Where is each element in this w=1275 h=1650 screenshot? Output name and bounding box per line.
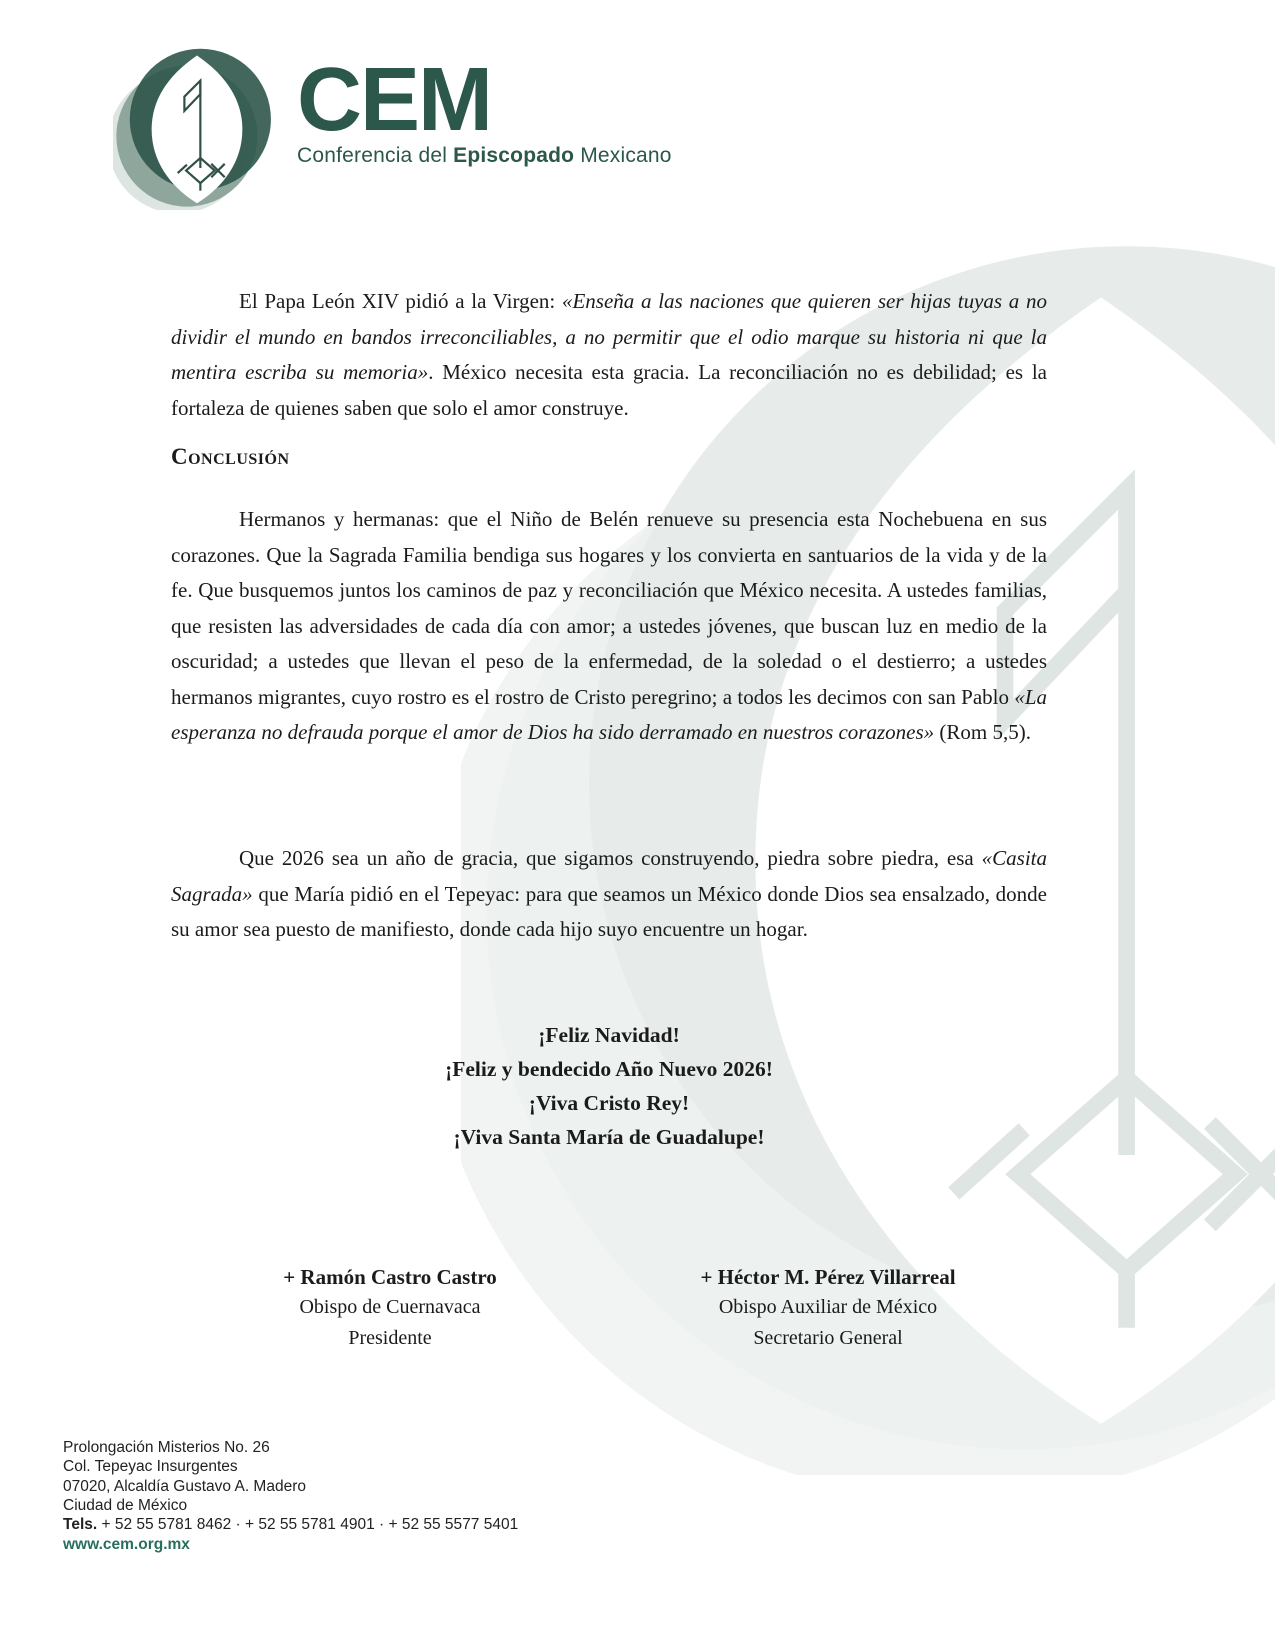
signature-role: Obispo de Cuernavaca: [299, 1296, 481, 1318]
greeting-line-cristo-rey: ¡Viva Cristo Rey!: [528, 1091, 690, 1115]
footer-tels-line: [63, 1515, 518, 1534]
tels-label: Tels.: [63, 1516, 98, 1534]
signature-title: Secretario General: [753, 1327, 903, 1349]
footer-address-line: Col. Tepeyac Insurgentes: [63, 1458, 238, 1476]
greeting-line-navidad: ¡Feliz Navidad!: [538, 1023, 680, 1047]
paragraph-intro: [171, 284, 1047, 426]
signature-title: Presidente: [348, 1327, 432, 1349]
greeting-line-guadalupe: ¡Viva Santa María de Guadalupe!: [453, 1125, 765, 1149]
signature-name: + Héctor M. Pérez Villarreal: [700, 1265, 956, 1289]
footer-address-line: Prolongación Misterios No. 26: [63, 1439, 270, 1456]
p2-rest: (Rom 5,5).: [934, 720, 1031, 744]
signature-name: + Ramón Castro Castro: [283, 1265, 497, 1289]
p1-rest: . México necesita esta gracia. La reconciliación no es debilidad; es la fortaleza de quienes saben que solo el amor construye.: [171, 360, 1047, 420]
conclusion-heading: Conclusión: [171, 444, 290, 469]
p3-lead: Que 2026 sea un año de gracia, que sigamos construyendo, piedra sobre piedra, esa: [239, 846, 982, 870]
p1-quote: «Enseña a las naciones que quieren ser hijas tuyas a no dividir el mundo en bandos irreconciliables, a no permitir que el odio marque su historia ni que la mentira escriba su memoria»: [171, 289, 1047, 384]
tagline-bold: Episcopado: [453, 144, 575, 167]
footer-address-line: 07020, Alcaldía Gustavo A. Madero: [63, 1477, 306, 1495]
tels-numbers: + 52 55 5781 8462 · + 52 55 5781 4901 · + 52 55 5577 5401: [97, 1516, 519, 1534]
paragraph-2026: [171, 841, 1047, 948]
p2-lead: Hermanos y hermanas: que el Niño de Belén renueve su presencia esta Nochebuena en sus corazones. Que la Sagrada Familia bendiga sus hogares y los convierta en santuarios de la vida y de la fe. Que busquemos juntos los caminos de paz y reconciliación que México necesita. A ustedes familias, que resisten las adversidades de cada día con amor; a ustedes jóvenes, que buscan luz en medio de la oscuridad; a ustedes que llevan el peso de la enfermedad, de la soledad o el destierro; a ustedes hermanos migrantes, cuyo rostro es el rostro de Cristo peregrino; a todos les decimos con san Pablo: [171, 507, 1047, 709]
website-link[interactable]: www.cem.org.mx: [63, 1536, 190, 1554]
brand-tagline: [297, 144, 672, 168]
greeting-line-anio-nuevo: ¡Feliz y bendecido Año Nuevo 2026!: [445, 1057, 773, 1081]
signature-president: [171, 1262, 609, 1354]
signature-role: Obispo Auxiliar de México: [718, 1296, 938, 1318]
p1-lead: El Papa León XIV pidió a la Virgen:: [239, 289, 562, 313]
paragraph-conclusion: [171, 502, 1047, 751]
p3-rest: que María pidió en el Tepeyac: para que seamos un México donde Dios sea ensalzado, donde su amor sea puesto de manifiesto, donde cada hijo suyo encuentre un hogar.: [171, 881, 1047, 941]
brand-acronym: CEM: [297, 50, 491, 150]
p3-quote: «Casita Sagrada»: [171, 846, 1047, 906]
signatures-block: [171, 1262, 1047, 1354]
signature-secretary: [609, 1262, 1047, 1354]
p2-quote: «La esperanza no defrauda porque el amor de Dios ha sido derramado en nuestros corazones»: [171, 684, 1047, 744]
tagline-suffix: Mexicano: [574, 144, 672, 167]
greetings-block: [171, 1018, 1047, 1154]
tagline-prefix: Conferencia del: [297, 144, 454, 167]
logo-text: [297, 42, 672, 210]
footer-address-line: Ciudad de México: [63, 1496, 188, 1514]
cem-logo-mark-icon: [113, 42, 281, 210]
letterhead: [113, 42, 672, 210]
footer: [63, 1438, 518, 1555]
